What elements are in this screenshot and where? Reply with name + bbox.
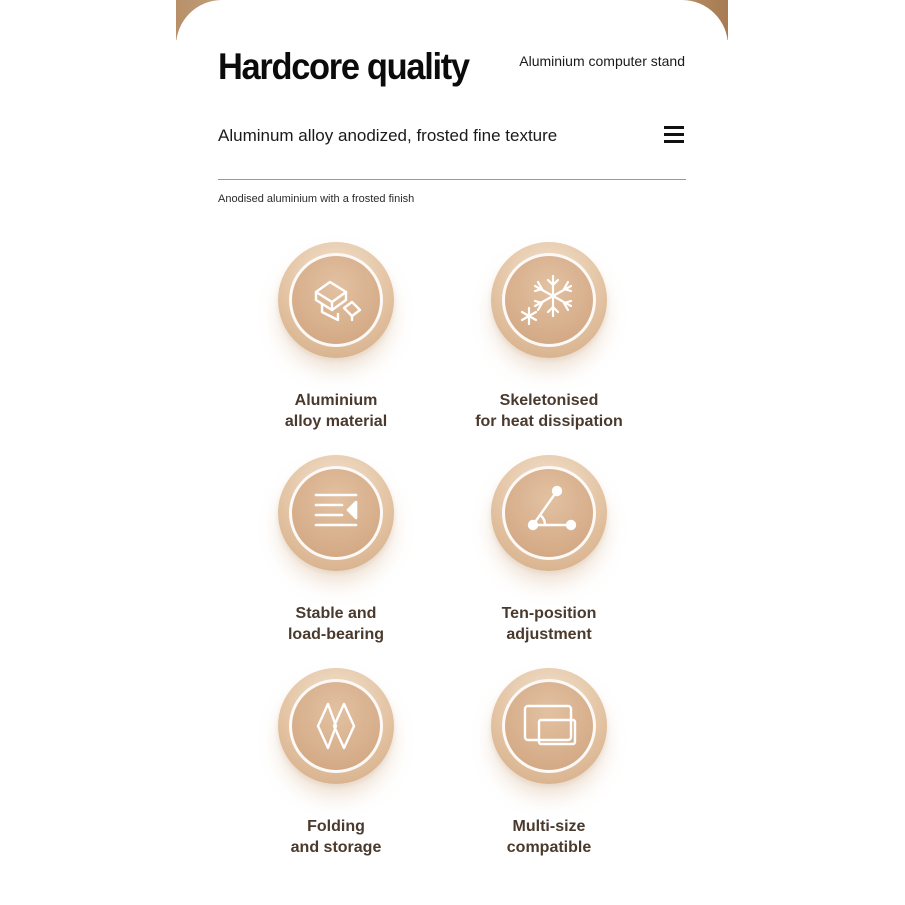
subtitle: Aluminum alloy anodized, frosted fine texture	[218, 126, 558, 145]
feature-label-line1: Multi-size	[512, 818, 586, 835]
divider	[218, 179, 686, 180]
feature-label-line2: for heat dissipation	[475, 413, 623, 430]
feature-ten-position	[449, 455, 649, 655]
stable-lines-icon	[306, 483, 366, 543]
feature-label-line1: Stable and	[295, 605, 377, 622]
snowflake-icon	[519, 270, 579, 330]
feature-label-line2: and storage	[290, 839, 382, 856]
angle-adjust-icon	[519, 483, 579, 543]
multi-screen-icon	[519, 696, 579, 756]
feature-aluminium-alloy	[236, 242, 436, 442]
feature-label-line2: compatible	[506, 839, 592, 856]
feature-label-line2: adjustment	[506, 626, 592, 643]
feature-stable	[236, 455, 436, 655]
feature-label-line1: Folding	[307, 818, 365, 835]
product-tagline: Aluminium computer stand	[519, 53, 685, 69]
metal-ingots-icon	[306, 270, 366, 330]
feature-badge	[278, 455, 394, 571]
feature-multi-size	[449, 668, 649, 868]
feature-badge	[278, 668, 394, 784]
feature-badge	[491, 668, 607, 784]
feature-label-line2: load-bearing	[287, 626, 384, 643]
feature-label-line1: Aluminium	[294, 392, 378, 409]
feature-label-line1: Ten-position	[501, 605, 597, 622]
feature-heat-dissipation	[449, 242, 649, 442]
caption: Anodised aluminium with a frosted finish	[218, 193, 415, 205]
feature-label-line1: Skeletonised	[499, 392, 599, 409]
feature-label-line2: alloy material	[284, 413, 388, 430]
feature-folding	[236, 668, 436, 868]
feature-badge	[491, 242, 607, 358]
feature-badge	[278, 242, 394, 358]
hamburger-icon[interactable]	[662, 124, 686, 146]
page-title: Hardcore quality	[218, 46, 469, 87]
feature-badge	[491, 455, 607, 571]
folding-diamond-icon	[306, 696, 366, 756]
